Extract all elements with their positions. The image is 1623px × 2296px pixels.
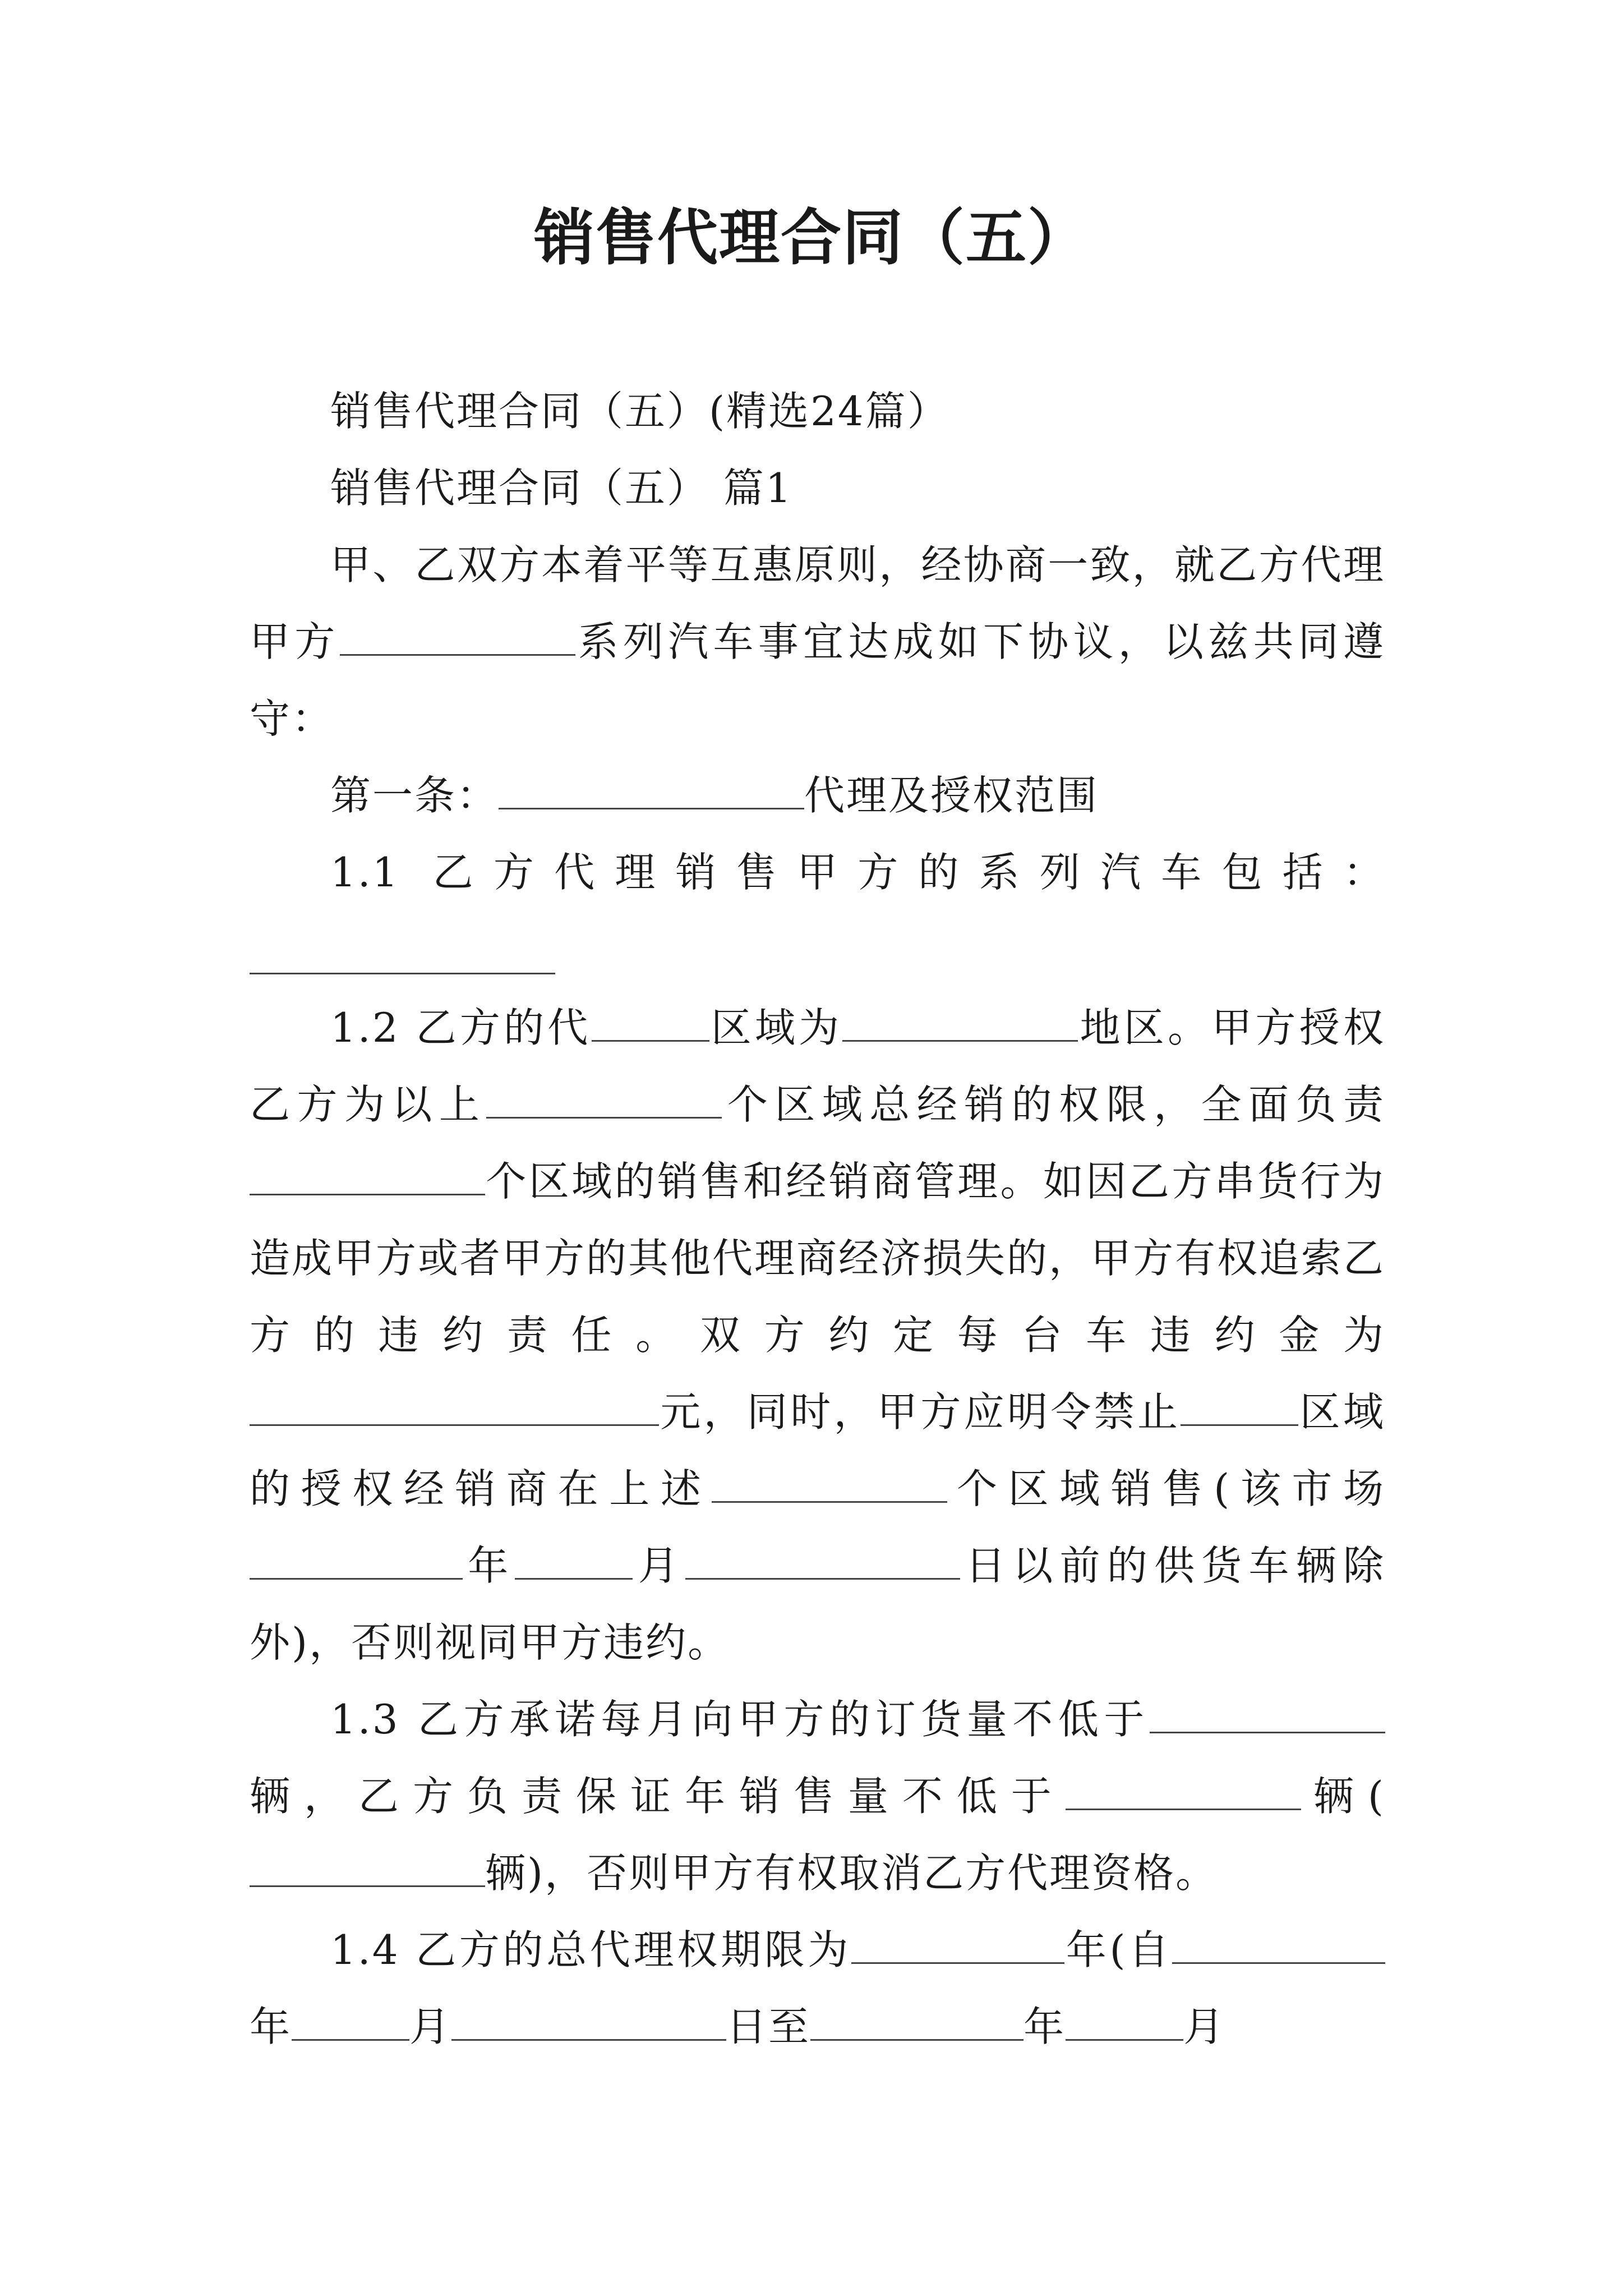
clause-1-2-text: 月 xyxy=(633,1542,685,1589)
clause-1-2-text: 区域为 xyxy=(709,1004,843,1051)
clause-1-4-text: 日至 xyxy=(726,2003,811,2050)
clause-1-4-text: 年 xyxy=(250,2003,292,2050)
article1-heading xyxy=(250,757,1385,834)
clause-1-2-text: 个区域总经销的权限，全面负责 xyxy=(722,1081,1385,1128)
document-body xyxy=(250,373,1385,2065)
fill-blank xyxy=(1172,1924,1385,1964)
fill-blank xyxy=(1181,1386,1298,1426)
clause-1-2-text: 年 xyxy=(463,1542,515,1589)
clause-1-4-text: 月 xyxy=(409,2003,452,2050)
clause-1-3-text: 辆，乙方负责保证年销售量不低于 xyxy=(250,1773,1066,1820)
clause-1-2-text: 区域的授权经销商在上述 xyxy=(250,1388,1385,1512)
clause-1-3-text: 辆( xyxy=(1301,1773,1385,1820)
fill-blank xyxy=(486,1079,722,1119)
article1-title: 代理及授权范围 xyxy=(804,772,1099,819)
fill-blank xyxy=(851,1924,1064,1964)
clause-1-4-text: 年(自 xyxy=(1064,1926,1172,1973)
fill-blank xyxy=(250,1386,659,1426)
fill-blank xyxy=(842,1002,1078,1042)
fill-blank xyxy=(250,1156,485,1195)
document-title: 销售代理合同（五） xyxy=(533,203,1089,273)
clause-1-4-text: 月 xyxy=(1183,2003,1226,2050)
clause-1-4 xyxy=(250,1912,1385,2065)
fill-blank xyxy=(250,1540,463,1580)
subtitle-line: 销售代理合同（五）(精选24篇） xyxy=(330,388,949,435)
fill-blank xyxy=(1066,1770,1301,1810)
clause-1-3-text: 辆)，否则甲方有权取消乙方代理资格。 xyxy=(485,1849,1218,1897)
chapter-heading: 销售代理合同（五） 篇1 xyxy=(330,464,793,512)
intro-text-a: 甲、乙双方本着平等互惠原则，经协商一致，就乙方代理甲方 xyxy=(250,541,1385,665)
clause-1-4-text: 1.4 乙方的总代理权期限为 xyxy=(330,1926,852,1973)
fill-blank xyxy=(515,1540,633,1580)
fill-blank xyxy=(712,1463,947,1503)
clause-1-1: 1.1 乙方代理销售甲方的系列汽车包括： xyxy=(330,849,1385,896)
fill-blank xyxy=(340,616,575,656)
article1-label: 第一条： xyxy=(330,772,499,819)
fill-blank xyxy=(592,1002,709,1042)
intro-paragraph xyxy=(250,527,1385,757)
clause-1-3-text: 1.3 乙方承诺每月向甲方的订货量不低于 xyxy=(330,1696,1150,1743)
clause-1-2-text: 元，同时，甲方应明令禁止 xyxy=(659,1388,1181,1435)
fill-blank xyxy=(499,770,804,809)
clause-1-4-text: 年 xyxy=(1023,2003,1066,2050)
fill-blank xyxy=(685,1540,960,1580)
clause-1-2-text: 日以前的供货车辆除外)，否则视同甲方违约。 xyxy=(250,1542,1385,1666)
fill-blank xyxy=(810,2001,1023,2041)
fill-blank xyxy=(250,1847,485,1887)
fill-blank xyxy=(292,2001,409,2041)
clause-1-2 xyxy=(250,990,1385,1681)
fill-blank xyxy=(250,911,555,974)
clause-1-2-text: 个区域的销售和经销商管理。如因乙方串货行为造成甲方或者甲方的其他代理商经济损失的，甲方有权追索乙方的违约责任。双方约定每台车违约金为 xyxy=(250,1158,1386,1359)
clause-1-2-text: 个区域销售(该市场 xyxy=(947,1465,1385,1512)
fill-blank xyxy=(451,2001,726,2041)
clause-1-3 xyxy=(250,1681,1385,1912)
fill-blank xyxy=(1150,1694,1385,1733)
intro-text-b: 系列汽车事宜达成如下协议，以兹共同遵守： xyxy=(250,618,1385,742)
clause-1-2-text: 1.2 乙方的代 xyxy=(330,1004,592,1051)
fill-blank xyxy=(1066,2001,1183,2041)
clause-1-2-text: 地区。甲方授权乙方为以上 xyxy=(250,1004,1385,1128)
